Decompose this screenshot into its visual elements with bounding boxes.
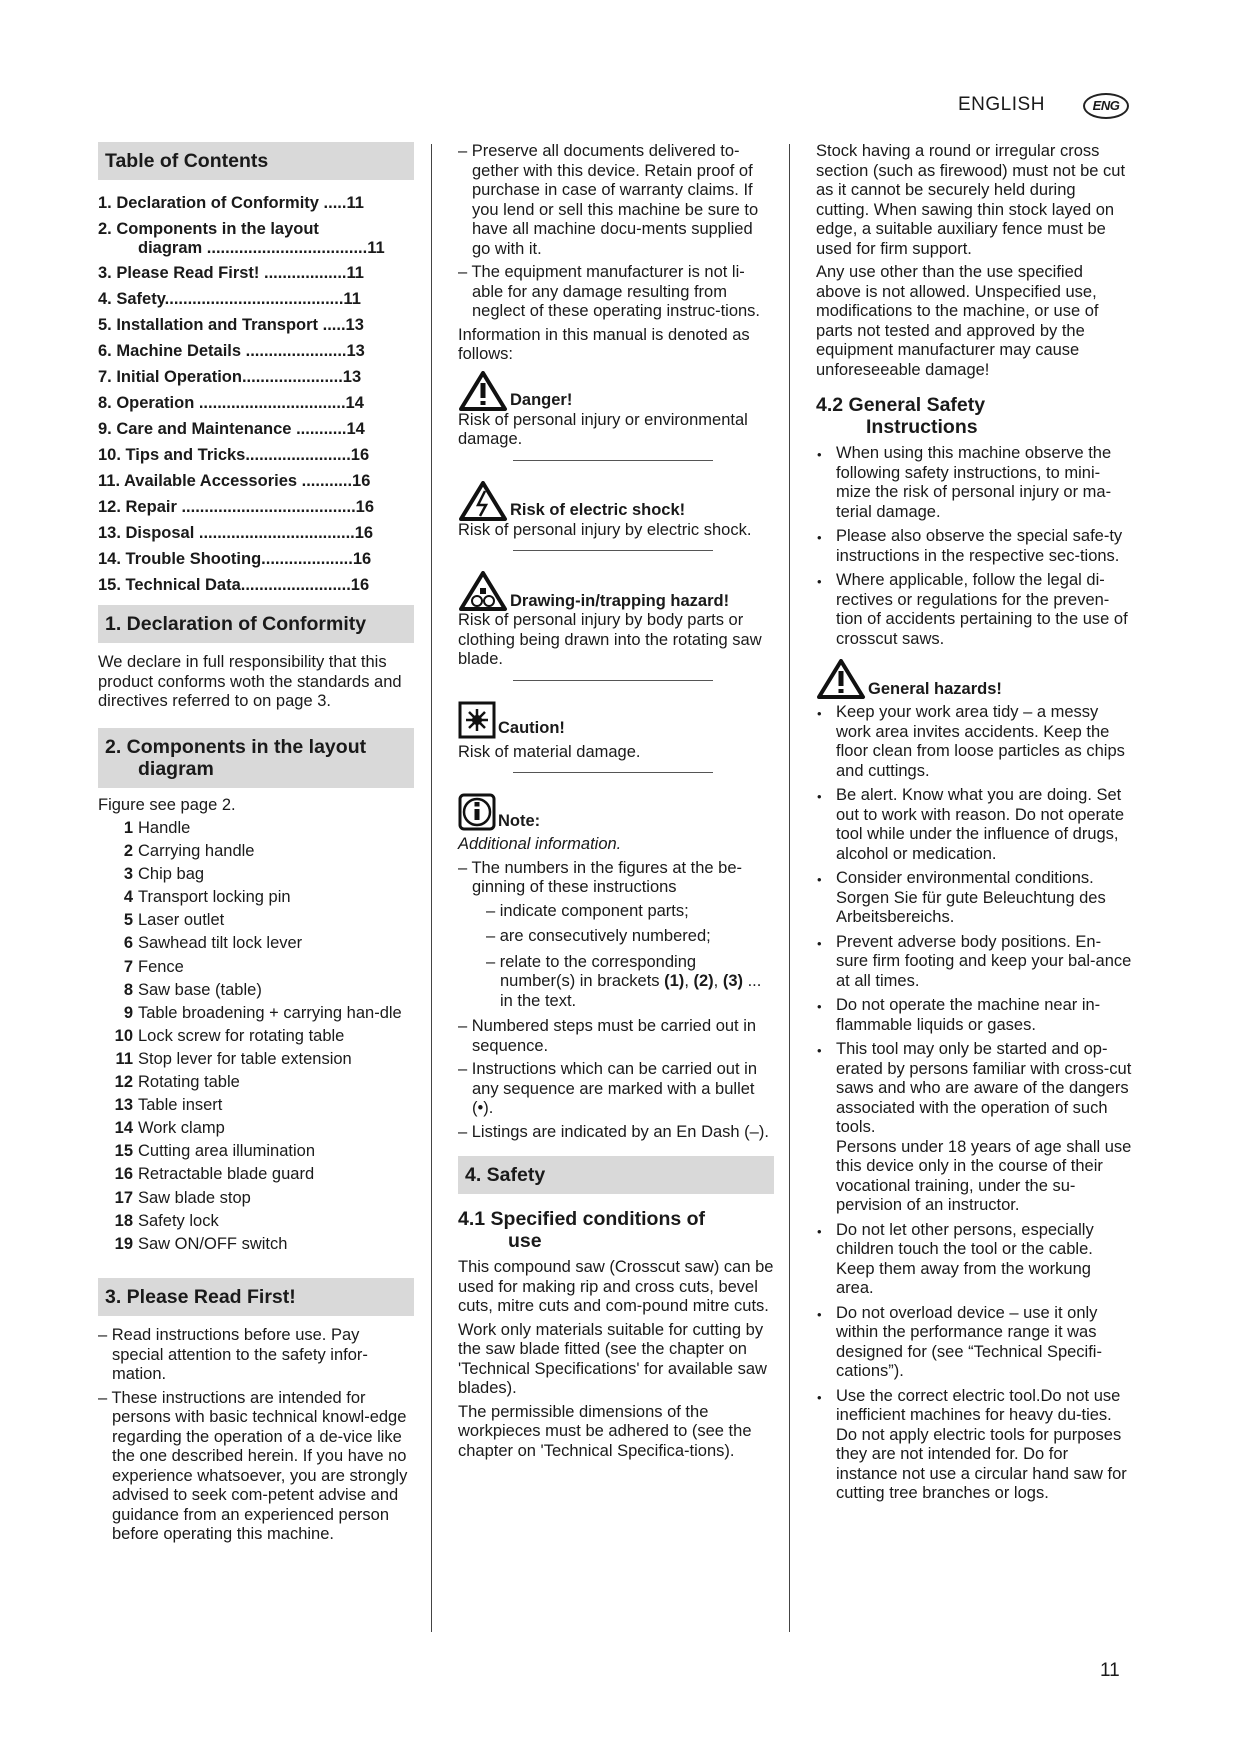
separator <box>513 680 713 681</box>
bullet-item: • Do not overload device – use it only within the performance range it was designed for (see “Technical Specifi-cations”). <box>816 1304 1132 1382</box>
component-item: 6 Sawhead tilt lock lever <box>123 934 303 953</box>
bullet-item: • Do not let other persons, especially children touch the tool or the cable. Keep them away from the workung area. <box>816 1221 1132 1299</box>
section-4-2-title: 4.2 General Safety Instructions <box>816 394 986 438</box>
caution-heading: Caution! <box>458 701 774 739</box>
toc-item[interactable]: 10. Tips and Tricks.......................16 <box>98 446 370 464</box>
caution-icon <box>458 701 496 739</box>
section-4-1-para: This compound saw (Crosscut saw) can be used for making rip and cross cuts, bevel cuts, mitre cuts and com-pound mitre cuts. <box>458 1258 774 1315</box>
numbers-sub-item: – relate to the corresponding number(s) in brackets (1), (2), (3) ... in the text. <box>486 952 762 1010</box>
safety-bullets-1 <box>816 444 1132 649</box>
caution-text: Risk of material damage. <box>458 742 641 761</box>
toc-item[interactable]: 13. Disposal ..................................16 <box>98 524 374 542</box>
separator <box>513 772 713 773</box>
toc-item[interactable]: 7. Initial Operation......................13 <box>98 368 362 386</box>
col3-para: Stock having a round or irregular cross section (such as firewood) must not be cut as it cannot be securely held during cutting. When sawing thin stock layed on edge, a suitable auxiliary fence must be used for firm support. <box>816 142 1126 258</box>
section-3-title: 3. Please Read First! <box>98 1278 414 1316</box>
read-first-item: – These instructions are intended for persons with basic technical knowl-edge regarding the operation of a de-vice like the one described herein. If you have no experience whatsoever, you are strongly advised to seek com-petent advise and guidance from an experienced person before operating this machine. <box>98 1388 408 1544</box>
numbers-item: – The numbers in the figures at the be-ginning of these instructions <box>458 858 743 896</box>
component-item: 1 Handle <box>123 819 191 837</box>
bullet-item: • Use the correct electric tool.Do not use inefficient machines for heavy du-ties. Do not apply electric tools for purposes they are not intended for. Do for instance not use a circular hand saw for cutting tree branches or logs. <box>816 1387 1132 1504</box>
col2-item: – Numbered steps must be carried out in sequence. <box>458 1017 757 1055</box>
component-item: 12 Rotating table <box>114 1073 240 1092</box>
component-item: 2 Carrying handle <box>123 842 255 861</box>
component-item: 9 Table broadening + carrying han-dle <box>123 1003 402 1022</box>
bullet-item: • This tool may only be started and op-erated by persons familiar with cross-cut saws and who are aware of the dangers associated with the operation of such tools. Persons under 18 years of age shall use this device only in the course of their vocational training, under the su-pervision of an instructor. <box>816 1040 1132 1216</box>
component-item: 19 Saw ON/OFF switch <box>114 1234 288 1253</box>
numbers-sub-item: – are consecutively numbered; <box>486 927 711 945</box>
shock-heading: Risk of electric shock! <box>458 481 774 521</box>
component-item: 7 Fence <box>123 957 184 976</box>
danger-heading: Danger! <box>458 371 774 411</box>
section-2-title: 2. Components in the layout diagram <box>98 728 414 788</box>
component-item: 5 Laser outlet <box>123 911 225 930</box>
bullet-item: • Prevent adverse body positions. En-sure firm footing and keep your bal-ance at all times. <box>816 933 1132 992</box>
component-item: 17 Saw blade stop <box>114 1188 251 1207</box>
col3-para: Any use other than the use specified above is not allowed. Unspecified use, modifications to the machine, or use of parts not tested and approved by the equipment manufacturer may cause unforeseeable damage! <box>816 263 1099 379</box>
drawing-in-text: Risk of personal injury by body parts or clothing being drawn into the rotating saw blade. <box>458 611 762 668</box>
section-4-1-title: 4.1 Specified conditions of use <box>458 1208 706 1252</box>
column-divider-1 <box>431 144 432 1632</box>
column-divider-2 <box>789 144 790 1632</box>
eng-logo: ENG <box>1083 93 1129 119</box>
toc-item[interactable]: 9. Care and Maintenance ...........14 <box>98 420 365 438</box>
section-1-title: 1. Declaration of Conformity <box>98 605 414 643</box>
component-item: 14 Work clamp <box>114 1119 225 1138</box>
note-heading: Note: <box>458 793 774 831</box>
component-item: 11 Stop lever for table extension <box>115 1049 352 1068</box>
toc-item[interactable]: 2. Components in the layout diagram ...................................11 <box>98 220 385 257</box>
component-item: 15 Cutting area illumination <box>114 1142 316 1161</box>
section-4-1-para: The permissible dimensions of the workpieces must be adhered to (see the chapter on 'Technical Specifica-tions). <box>458 1402 752 1460</box>
toc-item[interactable]: 1. Declaration of Conformity .....11 <box>98 194 364 212</box>
component-item: 8 Saw base (table) <box>123 980 262 999</box>
toc-item[interactable]: 3. Please Read First! ..................11 <box>98 264 364 282</box>
components-list <box>98 819 414 1254</box>
col2-item: – Preserve all documents delivered to-gether with this device. Retain proof of purchase in case of warranty claims. If you lend or sell this machine be sure to have all machine docu-ments supplied go with it. <box>458 142 759 258</box>
column-3 <box>816 142 1132 1509</box>
numbers-sub-item: – indicate component parts; <box>486 901 689 920</box>
component-item: 10 Lock screw for rotating table <box>114 1026 345 1045</box>
section-2-intro: Figure see page 2. <box>98 795 236 814</box>
component-item: 18 Safety lock <box>114 1211 219 1230</box>
info-text: Information in this manual is denoted as follows: <box>458 325 750 363</box>
drawing-in-heading: Drawing-in/trapping hazard! <box>458 571 774 611</box>
drawing-in-hazard-icon <box>458 571 508 611</box>
note-text: Additional information. <box>458 835 622 853</box>
section-4-title: 4. Safety <box>458 1156 774 1194</box>
language-label: ENGLISH <box>958 94 1045 115</box>
bullet-item: • Where applicable, follow the legal di-rectives or regulations for the preven-tion of accidents pertaining to the use of crosscut saws. <box>816 571 1132 649</box>
col2-item: – Listings are indicated by an En Dash (–). <box>458 1122 769 1141</box>
toc-title: Table of Contents <box>98 142 414 180</box>
toc-item[interactable]: 11. Available Accessories ...........16 <box>98 472 371 490</box>
electric-shock-icon <box>458 481 508 521</box>
general-hazards-heading: General hazards! <box>816 659 1132 699</box>
toc-item[interactable]: 15. Technical Data........................16 <box>98 576 370 594</box>
bullet-item: • When using this machine observe the following safety instructions, to mini-mize the risk of personal injury or ma-terial damage. <box>816 444 1132 522</box>
warning-triangle-icon <box>816 659 866 699</box>
toc-item[interactable]: 6. Machine Details ......................13 <box>98 342 365 360</box>
toc-list <box>98 194 414 595</box>
column-1 <box>98 142 414 1549</box>
read-first-item: – Read instructions before use. Pay special attention to the safety infor-mation. <box>98 1326 368 1384</box>
safety-bullets-2 <box>816 703 1132 1504</box>
col2-item: – Instructions which can be carried out in any sequence are marked with a bullet (•). <box>458 1060 757 1117</box>
col2-item: – The equipment manufacturer is not li-able for any damage resulting from neglect of these operating instruc-tions. <box>458 263 761 320</box>
section-1-text: We declare in full responsibility that this product conforms woth the standards and directives referred to on page 3. <box>98 653 402 710</box>
toc-item[interactable]: 5. Installation and Transport .....13 <box>98 316 364 334</box>
component-item: 3 Chip bag <box>123 865 205 884</box>
toc-item[interactable]: 4. Safety.......................................11 <box>98 290 361 308</box>
bullet-item: • Consider environmental conditions. Sorgen Sie für gute Beleuchtung des Arbeitsbereichs. <box>816 869 1132 928</box>
column-2 <box>458 142 774 1465</box>
component-item: 13 Table insert <box>114 1096 223 1115</box>
section-4-1-para: Work only materials suitable for cutting by the saw blade fitted (see the chapter on 'Technical Specifications' for available saw blades). <box>458 1320 767 1397</box>
shock-text: Risk of personal injury by electric shock. <box>458 520 752 539</box>
info-icon <box>458 793 496 831</box>
bullet-item: • Do not operate the machine near in-flammable liquids or gases. <box>816 996 1132 1035</box>
toc-item[interactable]: 14. Trouble Shooting....................16 <box>98 550 372 568</box>
danger-text: Risk of personal injury or environmental damage. <box>458 410 748 448</box>
bullet-item: • Please also observe the special safe-ty instructions in the respective sec-tions. <box>816 527 1132 566</box>
bullet-item: • Be alert. Know what you are doing. Set out to work with reason. Do not operate tool while under the influence of drugs, alcohol or medication. <box>816 786 1132 864</box>
component-item: 16 Retractable blade guard <box>114 1165 315 1184</box>
separator <box>513 460 713 461</box>
warning-triangle-icon <box>458 371 508 411</box>
bullet-item: • Keep your work area tidy – a messy work area invites accidents. Keep the floor clean from loose particles as chips and cuttings. <box>816 703 1132 781</box>
toc-item[interactable]: 8. Operation ................................14 <box>98 394 364 412</box>
component-item: 4 Transport locking pin <box>123 888 291 907</box>
toc-item[interactable]: 12. Repair ......................................16 <box>98 498 375 516</box>
separator <box>513 550 713 551</box>
page-number: 11 <box>1100 1660 1120 1681</box>
